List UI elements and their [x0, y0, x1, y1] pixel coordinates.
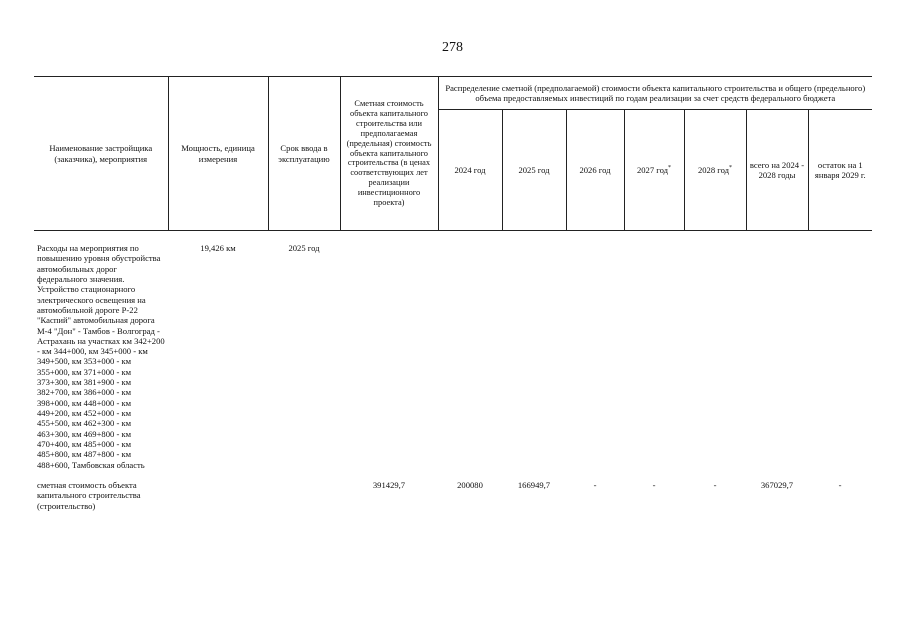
page-number: 278 — [442, 40, 463, 55]
row-y2028: - — [713, 479, 717, 490]
investment-table — [34, 76, 872, 511]
footnote-mark: * — [729, 164, 733, 171]
row-total: 367029,7 — [760, 479, 794, 490]
row-name: Расходы на мероприятия по повышению уровня обустройства автомобильных дорог федерального значения. Устройство стационарного электрического освещения на автомобильной дороге Р-22 "Каспий" автомобильная дорога М-4 "Дон" - Тамбов - Волгоград - Астрахань на участках км 342+200 - км 344+000, км 345+000 - км 349+500, км 353+000 - км 355+000, км 371+000 - км 373+300, км 381+900 - км 382+700, км 386+000 - км 398+000, км 448+000 - км 449+200, км 452+000 - км 455+500, км 462+300 - км 463+300, км 469+800 - км 470+400, км 485+000 - км 485+800, км 487+800 - км 488+600, Тамбовская область — [37, 243, 165, 470]
header-row-top — [34, 77, 872, 110]
row-y2026: - — [593, 479, 597, 490]
table-row — [34, 231, 872, 470]
row-y2025: 166949,7 — [517, 479, 551, 490]
header-year-2028: 2028 год* — [684, 110, 746, 231]
header-commission: Срок ввода в эксплуатацию — [268, 77, 340, 231]
row-commission: 2025 год — [288, 243, 320, 253]
header-name: Наименование застройщика (заказчика), мероприятия — [34, 77, 168, 231]
row-estimate: 391429,7 — [372, 479, 406, 490]
row-remainder: - — [838, 479, 842, 490]
header-year-2024: 2024 год — [438, 110, 502, 231]
header-distribution: Распределение сметной (предполагаемой) стоимости объекта капитального строительства и общего (предельного) объема предоставляемых инвестиций по годам реализации за счет средств федерального бюджета — [438, 77, 872, 110]
header-capacity: Мощность, единица измерения — [168, 77, 268, 231]
row-capacity: 19,426 км — [200, 243, 236, 253]
row-name: сметная стоимость объекта капитального строительства (строительство) — [37, 479, 141, 511]
header-estimate: Сметная стоимость объекта капитального строительства или предполагаемая (предельная) стоимость объекта капитального строительства (в ценах соответствующих лет реализации инвестиционного проекта) — [340, 77, 438, 231]
footnote-mark: * — [668, 164, 672, 171]
table-row — [34, 470, 872, 511]
header-year-2025: 2025 год — [502, 110, 566, 231]
row-y2024: 200080 — [457, 479, 483, 490]
header-year-2027: 2027 год* — [624, 110, 684, 231]
header-remainder: остаток на 1 января 2029 г. — [808, 110, 872, 231]
row-y2027: - — [652, 479, 656, 490]
header-total: всего на 2024 - 2028 годы — [746, 110, 808, 231]
header-year-2026: 2026 год — [566, 110, 624, 231]
